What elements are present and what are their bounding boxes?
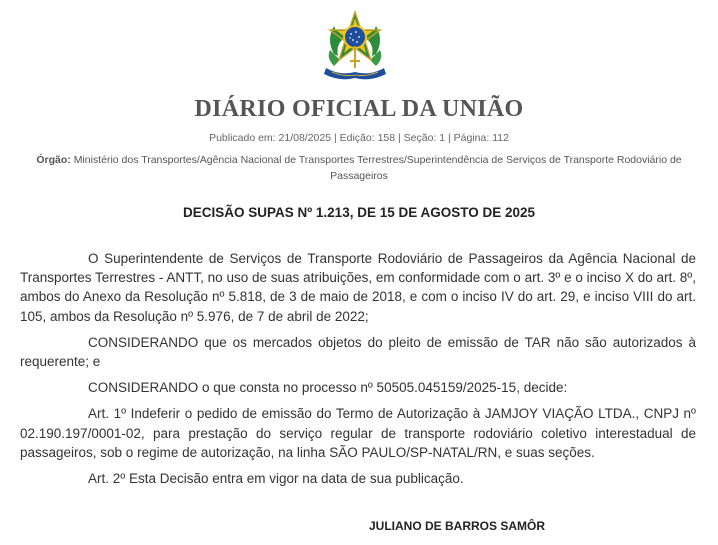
document-title: DECISÃO SUPAS Nº 1.213, DE 15 DE AGOSTO DE 2025: [182, 205, 536, 220]
organ-line: [30, 152, 688, 184]
preamble-paragraph: O Superintendente de Serviços de Transporte Rodoviário de Passageiros da Agência Nacional de Transportes Terrestres - ANTT, no uso de suas atribuições, em conformidade com o art. 3º e o inciso X do art. 8º, ambos do Anexo da Resolução nº 5.818, de 3 de maio de 2018, e com o inciso IV do art. 29, e inciso VIII do art. 105, ambos da Resolução nº 5.976, de 7 de abril de 2022;: [20, 251, 696, 324]
considerando-paragraph-2: CONSIDERANDO o que consta no processo nº 50505.045159/2025-15, decide:: [88, 380, 568, 396]
organ-value: Ministério dos Transportes/Agência Nacional de Transportes Terrestres/Superintendência de Serviços de Transporte Rodoviário de Passageiros: [73, 154, 682, 182]
coat-of-arms-icon: [320, 10, 390, 86]
article-2-paragraph: Art. 2º Esta Decisão entra em vigor na data de sua publicação.: [88, 471, 464, 487]
document-body: [20, 249, 696, 495]
publication-info: Publicado em: 21/08/2025 | Edição: 158 | Seção: 1 | Página: 112: [209, 132, 509, 144]
signature-block: [0, 519, 718, 533]
signatory-name: JULIANO DE BARROS SAMÔR: [369, 519, 546, 533]
organ-label: Órgão:: [36, 154, 71, 166]
article-1-paragraph: Art. 1º Indeferir o pedido de emissão do Termo de Autorização à JAMJOY VIAÇÃO LTDA., CNPJ nº 02.190.197/0001-02, para prestação do serviço regular de transporte rodoviário coletivo interestadual de passageiros, sob o regime de autorização, na linha SÃO PAULO/SP-NATAL/RN, e suas seções.: [20, 406, 696, 460]
masthead-title: DIÁRIO OFICIAL DA UNIÃO: [194, 96, 524, 122]
considerando-paragraph-1: CONSIDERANDO que os mercados objetos do pleito de emissão de TAR não são autorizados à requerente; e: [20, 334, 696, 370]
